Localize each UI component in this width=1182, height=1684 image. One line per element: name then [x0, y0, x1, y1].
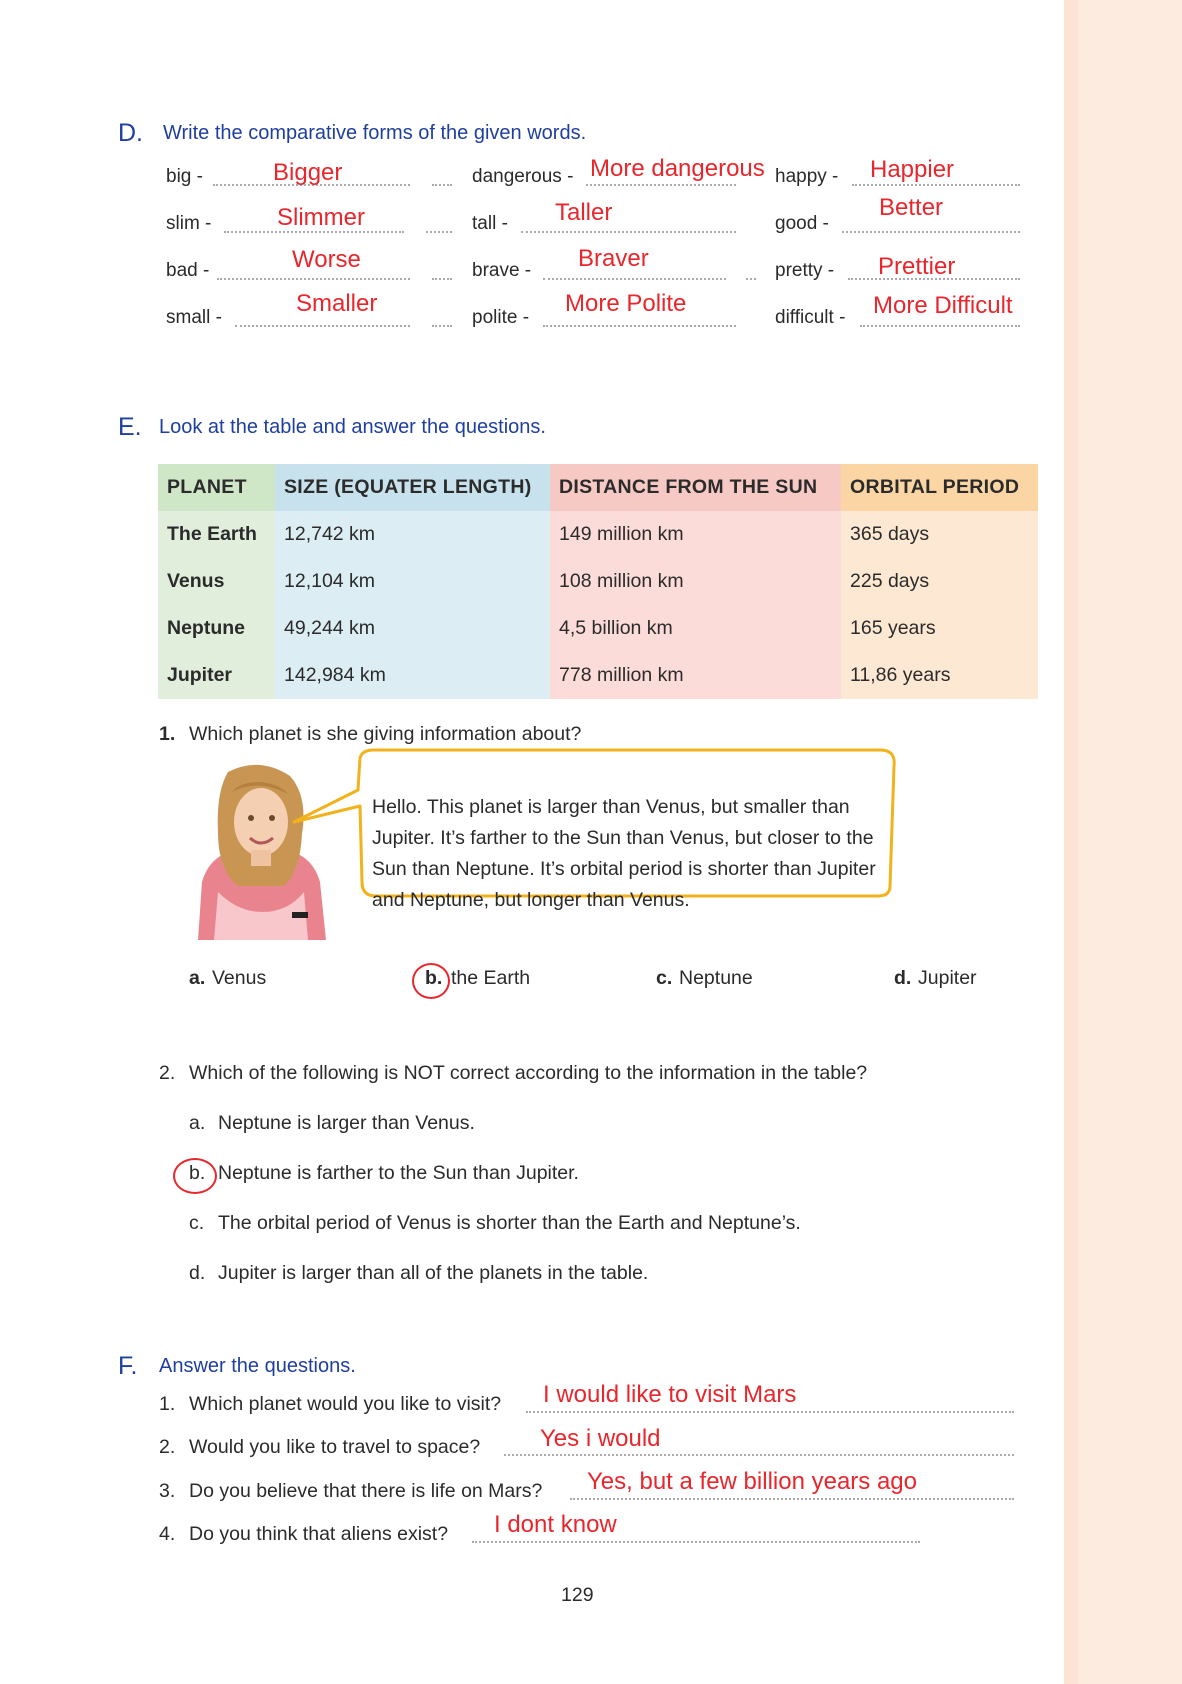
f-q4-answer-line[interactable] [472, 1541, 920, 1543]
table-cell-size: 12,104 km [275, 558, 550, 605]
q1-option-b-text[interactable]: the Earth [451, 967, 531, 989]
bubble-line-2: Jupiter. It’s farther to the Sun than Venus, but closer to the [372, 827, 874, 849]
f-q1-number: 1. [159, 1393, 176, 1415]
table-header-row [158, 464, 1038, 511]
q2-option-b-letter[interactable]: b. [189, 1162, 206, 1184]
answer-line-small-tail [432, 325, 452, 327]
section-e-letter: E. [118, 413, 142, 441]
word-label-slim: slim - [166, 213, 212, 234]
q1-option-d-letter[interactable]: d. [894, 967, 912, 989]
word-label-good: good - [775, 213, 829, 234]
q2-option-d-text[interactable]: Jupiter is larger than all of the planets in the table. [218, 1262, 649, 1284]
answer-line-bad[interactable] [217, 278, 410, 280]
word-label-difficult: difficult - [775, 307, 846, 328]
page-side-band [1064, 0, 1182, 1684]
f-q2-number: 2. [159, 1436, 176, 1458]
answer-line-big-tail [432, 184, 452, 186]
f-q2-answer: Yes i would [540, 1425, 661, 1452]
q2-option-a-letter[interactable]: a. [189, 1112, 206, 1134]
q1-option-d-text[interactable]: Jupiter [918, 967, 977, 989]
f-q4-number: 4. [159, 1523, 176, 1545]
answer-happy: Happier [870, 156, 955, 183]
table-cell-planet: The Earth [158, 511, 275, 558]
table-cell-distance: 108 million km [550, 558, 841, 605]
q2-number: 2. [159, 1062, 176, 1084]
answer-slim: Slimmer [277, 204, 365, 231]
f-q3-text: Do you believe that there is life on Mars? [189, 1480, 543, 1502]
word-label-small: small - [166, 307, 222, 328]
answer-big: Bigger [273, 159, 343, 186]
table-cell-distance: 4,5 billion km [550, 605, 841, 652]
table-cell-distance: 778 million km [550, 652, 841, 699]
answer-good: Better [879, 194, 944, 221]
table-header-orbital-period: ORBITAL PERIOD [841, 464, 1038, 511]
word-label-pretty: pretty - [775, 260, 835, 281]
bubble-line-1: Hello. This planet is larger than Venus, but smaller than [372, 796, 850, 818]
section-d-title: Write the comparative forms of the given words. [163, 122, 587, 144]
table-cell-size: 12,742 km [275, 511, 550, 558]
answer-pretty: Prettier [878, 253, 956, 280]
word-label-bad: bad - [166, 260, 210, 281]
f-q1-answer: I would like to visit Mars [543, 1381, 797, 1408]
table-cell-planet: Neptune [158, 605, 275, 652]
section-d-letter: D. [118, 119, 143, 147]
q2-option-c-text[interactable]: The orbital period of Venus is shorter than the Earth and Neptune’s. [218, 1212, 801, 1234]
table-header-distance: DISTANCE FROM THE SUN [550, 464, 841, 511]
q2-text: Which of the following is NOT correct according to the information in the table? [189, 1062, 868, 1084]
answer-line-difficult[interactable] [860, 325, 1020, 327]
f-q3-answer-line[interactable] [570, 1498, 1014, 1500]
f-q4-text: Do you think that aliens exist? [189, 1523, 449, 1545]
f-q3-answer: Yes, but a few billion years ago [587, 1468, 917, 1495]
q1-option-c-text[interactable]: Neptune [679, 967, 753, 989]
table-cell-orbital-period: 11,86 years [841, 652, 1038, 699]
planet-table [158, 464, 1038, 699]
answer-line-small[interactable] [235, 325, 410, 327]
answer-brave: Braver [578, 245, 649, 272]
q1-option-c-letter[interactable]: c. [656, 967, 673, 989]
answer-line-happy[interactable] [852, 184, 1020, 186]
table-cell-orbital-period: 365 days [841, 511, 1038, 558]
table-header-planet: PLANET [158, 464, 275, 511]
section-f-letter: F. [118, 1352, 138, 1380]
f-q1-answer-line[interactable] [526, 1411, 1014, 1413]
q2-option-c-letter[interactable]: c. [189, 1212, 205, 1234]
section-f-title: Answer the questions. [159, 1355, 356, 1377]
q1-option-a-letter[interactable]: a. [189, 967, 206, 989]
section-e-title: Look at the table and answer the questions. [159, 416, 546, 438]
f-q1-text: Which planet would you like to visit? [189, 1393, 502, 1415]
word-label-dangerous: dangerous - [472, 166, 574, 187]
f-q2-text: Would you like to travel to space? [189, 1436, 481, 1458]
answer-line-bad-tail [432, 278, 452, 280]
table-row [158, 652, 1038, 699]
answer-line-brave-tail [746, 278, 756, 280]
f-q2-answer-line[interactable] [504, 1454, 1014, 1456]
q2-option-b-text[interactable]: Neptune is farther to the Sun than Jupiter. [218, 1162, 579, 1184]
q1-option-b-letter[interactable]: b. [425, 967, 443, 989]
q2-option-d-letter[interactable]: d. [189, 1262, 206, 1284]
answer-line-polite[interactable] [543, 325, 736, 327]
bubble-line-3: Sun than Neptune. It’s orbital period is shorter than Jupiter [372, 858, 876, 880]
table-cell-distance: 149 million km [550, 511, 841, 558]
page-number: 129 [561, 1584, 594, 1606]
answer-polite: More Polite [565, 290, 687, 317]
answer-line-good[interactable] [842, 231, 1020, 233]
word-label-happy: happy - [775, 166, 839, 187]
table-cell-size: 49,244 km [275, 605, 550, 652]
answer-bad: Worse [292, 246, 361, 273]
table-cell-orbital-period: 165 years [841, 605, 1038, 652]
table-cell-planet: Venus [158, 558, 275, 605]
word-label-big: big - [166, 166, 203, 187]
f-q3-number: 3. [159, 1480, 176, 1502]
word-label-polite: polite - [472, 307, 530, 328]
q2-option-a-text[interactable]: Neptune is larger than Venus. [218, 1112, 475, 1134]
table-row [158, 511, 1038, 558]
answer-line-tall[interactable] [521, 231, 736, 233]
word-label-tall: tall - [472, 213, 508, 234]
table-row [158, 558, 1038, 605]
answer-tall: Taller [555, 199, 613, 226]
answer-line-dangerous[interactable] [586, 184, 736, 186]
table-cell-size: 142,984 km [275, 652, 550, 699]
table-row [158, 605, 1038, 652]
word-label-brave: brave - [472, 260, 532, 281]
q1-text: Which planet is she giving information about? [189, 723, 582, 745]
answer-line-slim-tail [426, 231, 452, 233]
answer-difficult: More Difficult [873, 292, 1013, 319]
bubble-line-4: and Neptune, but longer than Venus. [372, 889, 690, 911]
f-q4-answer: I dont know [494, 1511, 617, 1538]
table-cell-planet: Jupiter [158, 652, 275, 699]
q1-number: 1. [159, 723, 176, 745]
table-header-size: SIZE (EQUATER LENGTH) [275, 464, 550, 511]
table-cell-orbital-period: 225 days [841, 558, 1038, 605]
answer-dangerous: More dangerous [590, 155, 765, 182]
q1-option-a-text[interactable]: Venus [212, 967, 267, 989]
answer-small: Smaller [296, 290, 378, 317]
answer-line-brave[interactable] [543, 278, 726, 280]
